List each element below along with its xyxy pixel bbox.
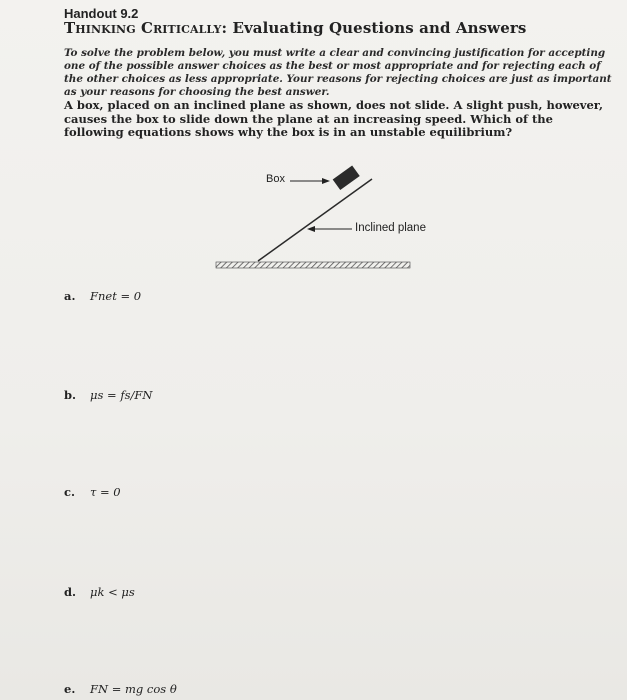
ground-surface <box>216 262 410 268</box>
page-title <box>64 19 526 37</box>
inclined-plane-figure <box>210 165 450 275</box>
box-label: Box <box>266 173 285 185</box>
answer-choice-c <box>64 485 121 499</box>
inclined-plane-diagram <box>210 165 450 275</box>
title-rest: Evaluating Questions and Answers <box>227 19 527 37</box>
handout-number: Handout 9.2 <box>64 6 139 21</box>
choice-letter: a. <box>64 289 76 303</box>
choice-letter: c. <box>64 485 76 499</box>
plane-arrowhead <box>307 226 315 232</box>
question-paragraph: A box, placed on an inclined plane as shown, does not slide. A slight push, however, causes the box to slide down the plane at an increasing speed. Which of the following equations shows why the box is in an unstable equilibrium? <box>64 98 604 139</box>
choice-equation: FN = mg cos θ <box>90 682 177 696</box>
choice-equation: μk < μs <box>90 585 135 599</box>
answer-choice-e <box>64 682 177 696</box>
choice-letter: e. <box>64 682 76 696</box>
box-shape <box>333 165 360 190</box>
choice-letter: b. <box>64 388 77 402</box>
choice-letter: d. <box>64 585 77 599</box>
box-arrowhead <box>322 178 330 184</box>
incline-line <box>258 179 372 261</box>
choice-equation: μs = fs/FN <box>90 388 153 402</box>
choice-equation: τ = 0 <box>90 485 121 499</box>
answer-choice-d <box>64 585 135 599</box>
answer-choice-a <box>64 289 141 303</box>
choice-equation: Fnet = 0 <box>90 289 142 303</box>
title-lead: Thinking Critically: <box>64 19 228 37</box>
instructions-paragraph: To solve the problem below, you must write a clear and convincing justification for accepting one of the possible answer choices as the best or most appropriate and for rejecting each of the other choices as less appropriate. Your reasons for rejecting choices are just as important as your reasons for choosing the best answer. <box>64 47 612 98</box>
answer-choice-b <box>64 388 152 402</box>
inclined-plane-label: Inclined plane <box>355 222 426 234</box>
